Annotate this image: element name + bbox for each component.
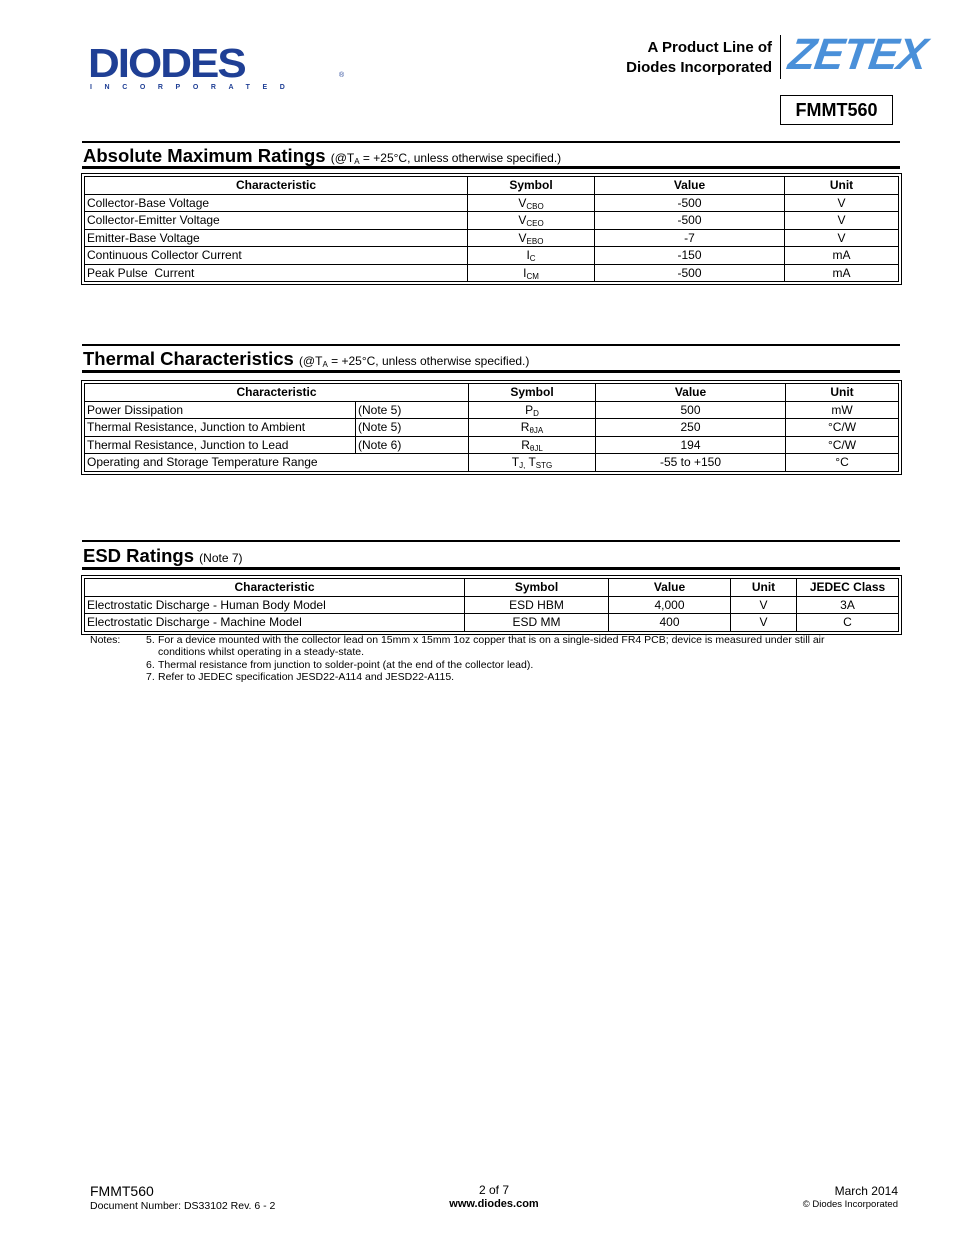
amr-header-row <box>85 177 899 195</box>
thermal-heading <box>83 348 529 370</box>
table-row <box>85 596 899 614</box>
value-cell: -500 <box>595 212 785 230</box>
esd-title: ESD Ratings <box>83 545 195 566</box>
col-header: Symbol <box>465 579 609 597</box>
thermal-title: Thermal Characteristics <box>83 348 294 369</box>
table-row <box>85 229 899 247</box>
value-cell: 400 <box>609 614 731 632</box>
characteristic-cell: Peak Pulse Current <box>85 264 468 282</box>
note-item: 6. Thermal resistance from junction to solder-point (at the end of the collector lead). <box>146 658 534 671</box>
footer-center <box>394 1183 594 1211</box>
col-header: Symbol <box>469 384 596 402</box>
unit-cell: V <box>731 596 797 614</box>
col-header: Characteristic <box>85 384 469 402</box>
table-row <box>85 419 899 437</box>
esd-rule-top <box>82 540 900 542</box>
product-line-1: A Product Line of <box>647 39 772 56</box>
amr-condition: ($@T_A = +25^\circ C$, unless otherwise specified.) <box>330 151 562 166</box>
product-line-text <box>626 38 772 78</box>
thermal-rule-bottom <box>82 370 900 373</box>
value-cell: -500 <box>595 194 785 212</box>
registered-mark: ® <box>339 72 345 79</box>
notes-label: Notes: <box>90 634 121 646</box>
unit-cell: °C/W <box>786 419 899 437</box>
value-cell: 4,000 <box>609 596 731 614</box>
unit-cell: V <box>785 194 899 212</box>
table-row <box>85 454 899 472</box>
footer-left <box>90 1183 275 1213</box>
footer-part-number: FMMT560 <box>90 1183 154 1199</box>
col-header: Value <box>596 384 786 402</box>
value-cell: -150 <box>595 247 785 265</box>
symbol-cell: $P_D$ <box>469 401 596 419</box>
col-header: Unit <box>786 384 899 402</box>
diodes-logo-subtitle: INCORPORATED <box>90 84 298 91</box>
table-row <box>85 401 899 419</box>
value-cell: -55 to +150 <box>596 454 786 472</box>
unit-cell: V <box>785 229 899 247</box>
esd-heading <box>83 545 243 567</box>
note-cell: (Note 5) <box>356 419 469 437</box>
table-row <box>85 212 899 230</box>
thermal-header-row <box>85 384 899 402</box>
symbol-cell: ESD HBM <box>465 596 609 614</box>
amr-rule-bottom <box>82 166 900 169</box>
col-header: Value <box>609 579 731 597</box>
class-cell: C <box>797 614 899 632</box>
table-row <box>85 614 899 632</box>
col-header: Characteristic <box>85 579 465 597</box>
note-cell: (Note 5) <box>356 401 469 419</box>
amr-heading <box>83 145 561 167</box>
symbol-cell: $T_{J,}$ $T_{STG}$ <box>469 454 596 472</box>
unit-cell: °C <box>786 454 899 472</box>
note-item: 7. Refer to JEDEC specification JESD22-A114 and JESD22-A115. <box>146 671 455 684</box>
value-cell: 194 <box>596 436 786 454</box>
unit-cell: °C/W <box>786 436 899 454</box>
esd-rule-bottom <box>82 567 900 570</box>
symbol-cell: $V_{CBO}$ <box>468 194 595 212</box>
footer-right <box>803 1184 898 1211</box>
col-header: Symbol <box>468 177 595 195</box>
esd-condition: (Note 7) <box>199 551 243 565</box>
characteristic-cell: Continuous Collector Current <box>85 247 468 265</box>
value-cell: 500 <box>596 401 786 419</box>
thermal-condition: ($@T_A = +25^\circ C$, unless otherwise specified.) <box>298 354 530 369</box>
col-header: Unit <box>731 579 797 597</box>
footer-copyright: © Diodes Incorporated <box>802 1199 898 1210</box>
zetex-logo: ZETEX <box>785 30 930 79</box>
value-cell: 250 <box>596 419 786 437</box>
table-row <box>85 436 899 454</box>
characteristic-cell: Collector-Base Voltage <box>85 194 468 212</box>
value-cell: -7 <box>595 229 785 247</box>
table-row <box>85 264 899 282</box>
diodes-logo <box>88 41 345 94</box>
esd-header-row <box>85 579 899 597</box>
characteristic-cell: Collector-Emitter Voltage <box>85 212 468 230</box>
col-header: JEDEC Class <box>797 579 899 597</box>
col-header: Value <box>595 177 785 195</box>
thermal-rule-top <box>82 344 900 346</box>
symbol-cell: $R_{\theta JL}$ <box>469 436 596 454</box>
characteristic-cell: Thermal Resistance, Junction to Ambient <box>85 419 356 437</box>
unit-cell: mA <box>785 264 899 282</box>
page-number: 2 of 7 <box>478 1183 510 1197</box>
symbol-cell: ESD MM <box>465 614 609 632</box>
amr-table <box>81 173 902 285</box>
table-row <box>85 247 899 265</box>
col-header: Unit <box>785 177 899 195</box>
note-item: 5. For a device mounted with the collector lead on 15mm x 15mm 1oz copper that is on a single-sided FR4 PCB; device is measured under still air conditions whilst operating in a steady-state. <box>146 634 825 659</box>
amr-title: Absolute Maximum Ratings <box>83 145 326 166</box>
part-number-box: FMMT560 <box>780 95 893 125</box>
website-link[interactable]: www.diodes.com <box>449 1198 539 1210</box>
diodes-logo-word: DIODES <box>88 41 245 87</box>
unit-cell: V <box>785 212 899 230</box>
product-line-2: Diodes Incorporated <box>626 59 772 76</box>
thermal-table <box>81 380 902 475</box>
table-row <box>85 194 899 212</box>
unit-cell: mA <box>785 247 899 265</box>
symbol-cell: $V_{EBO}$ <box>468 229 595 247</box>
characteristic-cell: Power Dissipation <box>85 401 356 419</box>
unit-cell: V <box>731 614 797 632</box>
characteristic-cell: Emitter-Base Voltage <box>85 229 468 247</box>
characteristic-cell: Thermal Resistance, Junction to Lead <box>85 436 356 454</box>
symbol-cell: $I_C$ <box>468 247 595 265</box>
note-cell: (Note 6) <box>356 436 469 454</box>
characteristic-cell: Operating and Storage Temperature Range <box>85 454 469 472</box>
class-cell: 3A <box>797 596 899 614</box>
unit-cell: mW <box>786 401 899 419</box>
value-cell: -500 <box>595 264 785 282</box>
symbol-cell: $V_{CEO}$ <box>468 212 595 230</box>
characteristic-cell: Electrostatic Discharge - Machine Model <box>85 614 465 632</box>
footer-doc-number: Document Number: DS33102 Rev. 6 - 2 <box>90 1200 276 1212</box>
esd-table <box>81 575 902 635</box>
symbol-cell: $I_{CM}$ <box>468 264 595 282</box>
symbol-cell: $R_{\theta JA}$ <box>469 419 596 437</box>
header-divider <box>780 35 781 79</box>
footer-date: March 2014 <box>834 1184 898 1198</box>
amr-rule-top <box>82 141 900 143</box>
characteristic-cell: Electrostatic Discharge - Human Body Model <box>85 596 465 614</box>
col-header: Characteristic <box>85 177 468 195</box>
